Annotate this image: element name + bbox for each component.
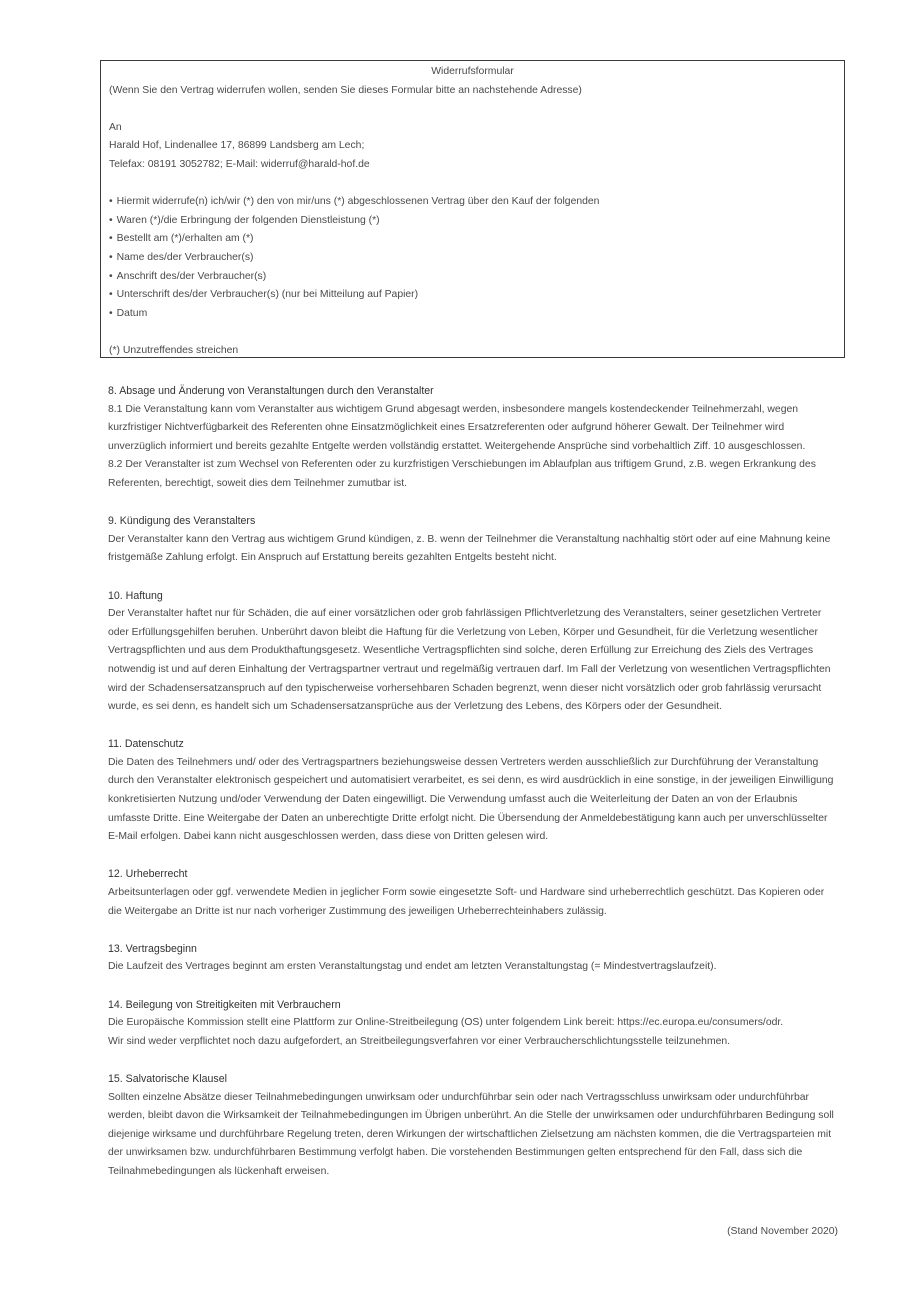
section-10: [108, 587, 838, 717]
section-paragraph: Die Laufzeit des Vertrages beginnt am ersten Veranstaltungstag und endet am letzten Veranstaltungstag (= Mindestvertragslaufzeit).: [108, 961, 717, 973]
section-heading: 13. Vertragsbeginn: [108, 942, 197, 955]
withdrawal-form-box: [100, 60, 845, 358]
section-heading: 10. Haftung: [108, 589, 163, 602]
section-paragraph: Der Veranstalter haftet nur für Schäden, die auf einer vorsätzlichen oder grob fahrlässigen Pflichtverletzung des Veranstalters, seiner gesetzlichen Vertreter oder Erfüllungsgehilfen beruhen. Unberührt davon bleibt die Haftung für die Verletzung von Leben, Körper und Gesundheit, für die Verletzung wesentlicher Vertragspflichten und aus dem Produkthaftungsgesetz. Wesentliche Vertragspflichten sind solche, deren Erfüllung zur Erreichung des Ziels des Vertrages notwendig ist und auf deren Einhaltung der Vertragspartner vertraut und regelmäßig vertrauen darf. Im Fall der Verletzung von wesentlichen Vertragspflichten wird der Schadensersatzanspruch auf den typischerweise vorhersehbaren Schaden begrenzt, wenn dieser nicht vorsätzlich oder grob fahrlässig verursacht wurde, es sei denn, es handelt sich um Schadensersatzansprüche aus der Verletzung des Lebens, des Körpers oder der Gesundheit.: [108, 608, 831, 713]
form-intro: (Wenn Sie den Vertrag widerrufen wollen, senden Sie dieses Formular bitte an nachstehende Adresse): [109, 84, 582, 96]
form-bullet-item: • Waren (*)/die Erbringung der folgenden Dienstleistung (*): [109, 212, 844, 231]
form-bullet-item: • Hiermit widerrufe(n) ich/wir (*) den von mir/uns (*) abgeschlossenen Vertrag über den Kauf der folgenden: [109, 193, 844, 212]
section-heading: 9. Kündigung des Veranstalters: [108, 515, 256, 528]
section-paragraph: Sollten einzelne Absätze dieser Teilnahmebedingungen unwirksam oder undurchführbar sein oder nach Vertragsschluss unwirksam oder undurchführbar werden, bleibt davon die Wirksamkeit der Teilnahmebedingungen im Übrigen unberührt. An die Stelle der unwirksamen oder undurchführbaren Bedingung soll diejenige wirksame und durchführbare Regelung treten, deren Wirkungen der wirtschaftlichen Zielsetzung am nächsten kommen, die die Vertragsparteien mit der unwirksamen bzw. undurchführbaren Bestimmung verfolgt haben. Die vorstehenden Bestimmungen gelten entsprechend für den Fall, dass sich die Teilnahmebedingungen als lückenhaft erweisen.: [108, 1091, 834, 1177]
section-14: [108, 996, 838, 1052]
section-11: [108, 735, 838, 847]
section-8: [108, 382, 838, 494]
form-bullet-item: • Bestellt am (*)/erhalten am (*): [109, 230, 844, 249]
section-12: [108, 865, 838, 921]
terms-content: [108, 382, 838, 1200]
section-paragraph: Die Daten des Teilnehmers und/ oder des Vertragspartners beziehungsweise dessen Vertreters werden ausschließlich zur Durchführung der Veranstaltung durch den Veranstalter elektronisch gespeichert und automatisiert verarbeitet, es sei denn, es wird ausdrücklich in eine sonstige, in der jeweiligen Einwilligung konkretisierten Nutzung und/oder Verwendung der Daten eingewilligt. Die Verwendung umfasst auch die Weiterleitung der Daten an von der Erlaubnis umfasste Dritte. Eine Weitergabe der Daten an unberechtigte Dritte erfolgt nicht. Die Übersendung der Anmeldebestätigung kann auch per unverschlüsselter E-Mail erfolgen. Dabei kann nicht ausgeschlossen werden, dass diese von Dritten gelesen wird.: [108, 756, 834, 843]
stand-date: (Stand November 2020): [727, 1226, 838, 1237]
section-paragraph: 8.1 Die Veranstaltung kann vom Veranstalter aus wichtigem Grund abgesagt werden, insbesondere mangels kostendeckender Teilnehmerzahl, wegen kurzfristiger Nichtverfügbarkeit des Referenten ohne Einsatzmöglichkeit eines Ersatzreferenten oder aufgrund höherer Gewalt. Der Teilnehmer wird unverzüglich informiert und bereits gezahlte Entgelte werden vollständig erstattet. Weitergehende Ansprüche sind vorbehaltlich Ziff. 10 ausgeschlossen.: [108, 403, 806, 452]
section-heading: 12. Urheberrecht: [108, 868, 188, 881]
section-heading: 15. Salvatorische Klausel: [108, 1072, 227, 1085]
section-15: [108, 1070, 838, 1182]
section-heading: 8. Absage und Änderung von Veranstaltungen durch den Veranstalter: [108, 385, 434, 397]
form-address-line2: Telefax: 08191 3052782; E-Mail: widerruf@harald-hof.de: [109, 158, 370, 170]
section-paragraph: Arbeitsunterlagen oder ggf. verwendete Medien in jeglicher Form sowie eingesetzte Soft- und Hardware sind urheberrechtlich geschützt. Das Kopieren oder die Weitergabe an Dritte ist nur nach vorheriger Zustimmung des jeweiligen Urheberrechteinhabers zulässig.: [108, 887, 825, 917]
form-address-line1: Harald Hof, Lindenallee 17, 86899 Landsberg am Lech;: [109, 140, 365, 152]
section-13: [108, 940, 838, 977]
form-title: Widerrufsformular: [431, 66, 514, 77]
form-bullet-item: • Unterschrift des/der Verbraucher(s) (nur bei Mitteilung auf Papier): [109, 286, 844, 305]
form-to-label: An: [109, 121, 122, 133]
form-bullet-item: • Datum: [109, 305, 844, 324]
section-paragraph: 8.2 Der Veranstalter ist zum Wechsel von Referenten oder zu kurzfristigen Verschiebungen im Ablaufplan aus triftigem Grund, z.B. wegen Erkrankung des Referenten, berechtigt, soweit dies dem Teilnehmer zumutbar ist.: [108, 459, 816, 489]
form-footnote: (*) Unzutreffendes streichen: [109, 344, 239, 356]
section-heading: 14. Beilegung von Streitigkeiten mit Verbrauchern: [108, 998, 341, 1011]
form-bullet-list: [109, 193, 844, 323]
section-paragraph: Die Europäische Kommission stellt eine Plattform zur Online-Streitbeilegung (OS) unter folgendem Link bereit: https://ec.europa.eu/consumers/odr.: [108, 1017, 784, 1029]
section-9: [108, 512, 838, 568]
section-paragraph: Wir sind weder verpflichtet noch dazu aufgefordert, an Streitbeilegungsverfahren vor einer Verbraucherschlichtungsstelle teilzunehmen.: [108, 1035, 731, 1047]
form-bullet-item: • Anschrift des/der Verbraucher(s): [109, 268, 844, 287]
section-paragraph: Der Veranstalter kann den Vertrag aus wichtigem Grund kündigen, z. B. wenn der Teilnehmer die Veranstaltung nachhaltig stört oder auf eine Mahnung keine fristgemäße Zahlung erfolgt. Ein Anspruch auf Erstattung bereits gezahlten Entgelts besteht nicht.: [108, 533, 831, 564]
form-bullet-item: • Name des/der Verbraucher(s): [109, 249, 844, 268]
section-heading: 11. Datenschutz: [108, 738, 184, 751]
